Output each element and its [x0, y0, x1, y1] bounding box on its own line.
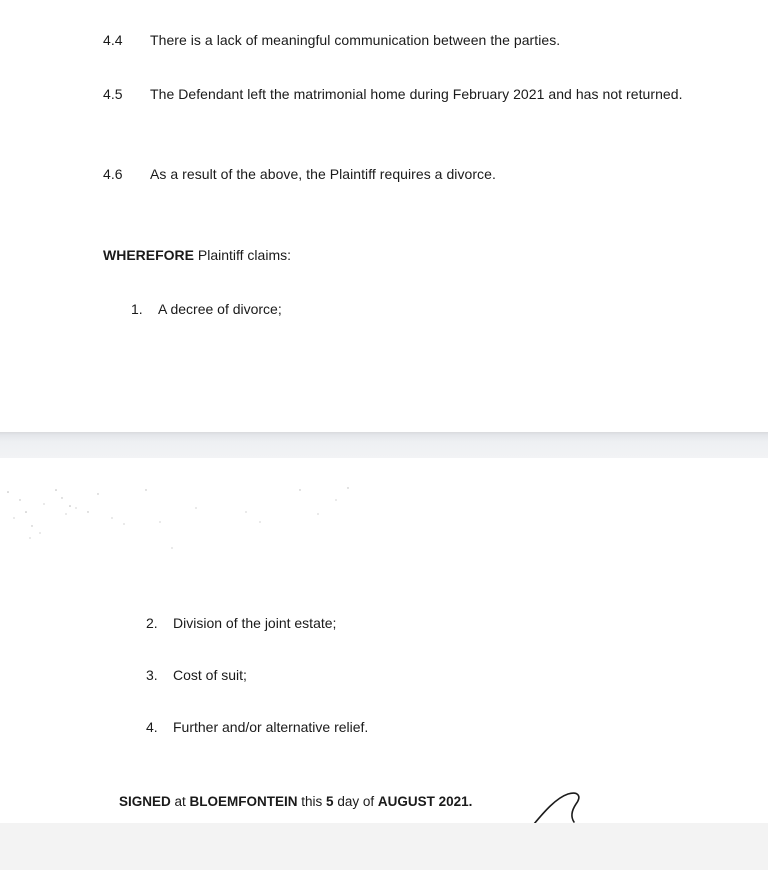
handwritten-signature: [530, 788, 590, 828]
claim-text: Further and/or alternative relief.: [173, 719, 369, 735]
signed-at: at: [170, 794, 190, 809]
signed-day: 5: [326, 794, 334, 809]
claim-item-1: [131, 299, 282, 319]
wherefore-bold: WHEREFORE: [103, 247, 194, 263]
scan-noise-specks: [0, 478, 380, 558]
claim-number: 4.: [146, 719, 158, 735]
claim-text: A decree of divorce;: [158, 301, 282, 317]
clause-text: The Defendant left the matrimonial home during February 2021 and has not returned.: [150, 86, 683, 102]
claim-item-4: [146, 717, 368, 737]
wherefore-rest: Plaintiff claims:: [194, 247, 291, 263]
clause-number: 4.4: [103, 32, 123, 48]
claim-item-2: [146, 613, 336, 633]
claim-number: 2.: [146, 615, 158, 631]
claim-text: Division of the joint estate;: [173, 615, 337, 631]
claim-number: 1.: [131, 301, 143, 317]
signed-day-of: day of: [333, 794, 378, 809]
signed-this: this: [297, 794, 327, 809]
wherefore-heading: [103, 247, 291, 263]
signed-month-year: AUGUST 2021.: [377, 794, 473, 809]
bottom-gray-strip: [0, 823, 768, 870]
signed-place: BLOEMFONTEIN: [189, 794, 298, 809]
page-separator: [0, 432, 768, 458]
signed-word: SIGNED: [119, 794, 171, 809]
claim-text: Cost of suit;: [173, 667, 247, 683]
clause-number: 4.6: [103, 166, 123, 182]
document-page-1: [0, 0, 768, 432]
claim-number: 3.: [146, 667, 158, 683]
signed-line: [119, 794, 472, 809]
claim-item-3: [146, 665, 247, 685]
clause-text: There is a lack of meaningful communication between the parties.: [150, 32, 561, 48]
clause-text: As a result of the above, the Plaintiff requires a divorce.: [150, 166, 496, 182]
clause-number: 4.5: [103, 86, 123, 102]
